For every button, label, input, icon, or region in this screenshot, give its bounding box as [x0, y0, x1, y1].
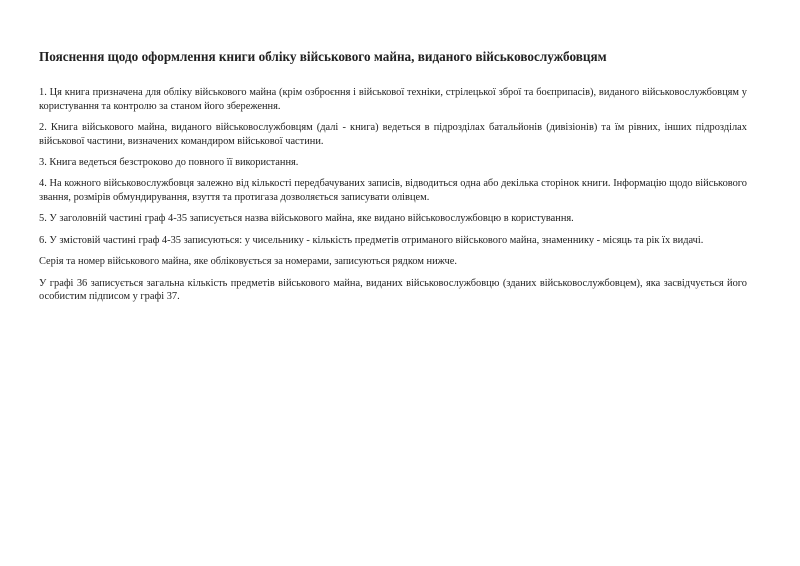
paragraph-7: Серія та номер військового майна, яке обліковується за номерами, записуються рядком нижче. [39, 256, 457, 268]
document-title: Пояснення щодо оформлення книги обліку військового майна, виданого військовослужбовцям [39, 49, 607, 64]
paragraph-1: 1. Ця книга призначена для обліку військового майна (крім озброєння і військової техніки, стрілецької зброї та боєприпасів), виданого військовослужбовцям у користування та контролю за станом його збереження. [39, 87, 747, 112]
paragraph-3: 3. Книга ведеться безстроково до повного її використання. [39, 156, 299, 168]
paragraph-8: У графі 36 записується загальна кількість предметів військового майна, виданих військовослужбовцю (зданих військовослужбовцем), яка засвідчується його особистим підписом у графі 37. [39, 277, 747, 303]
paragraph-4: 4. На кожного військовослужбовця залежно від кількості передбачуваних записів, відводиться одна або декілька сторінок книги. Інформацію щодо військового звання, розмірів обмундирування, взуття та протигаза дозволяється записувати олівцем. [39, 178, 747, 203]
paragraph-6: 6. У змістовій частині граф 4-35 записуються: у чисельнику - кількість предметів отриманого військового майна, знаменнику - місяць та рік їх видачі. [39, 234, 704, 246]
document-page [39, 48, 747, 312]
paragraph-2: 2. Книга військового майна, виданого військовослужбовцям (далі - книга) ведеться в підрозділах батальйонів (дивізіонів) та їм рівних, інших підрозділах військової частини, визначених командиром військової частини. [39, 121, 747, 147]
paragraph-5: 5. У заголовній частині граф 4-35 записується назва військового майна, яке видано військовослужбовцю в користування. [39, 213, 574, 225]
